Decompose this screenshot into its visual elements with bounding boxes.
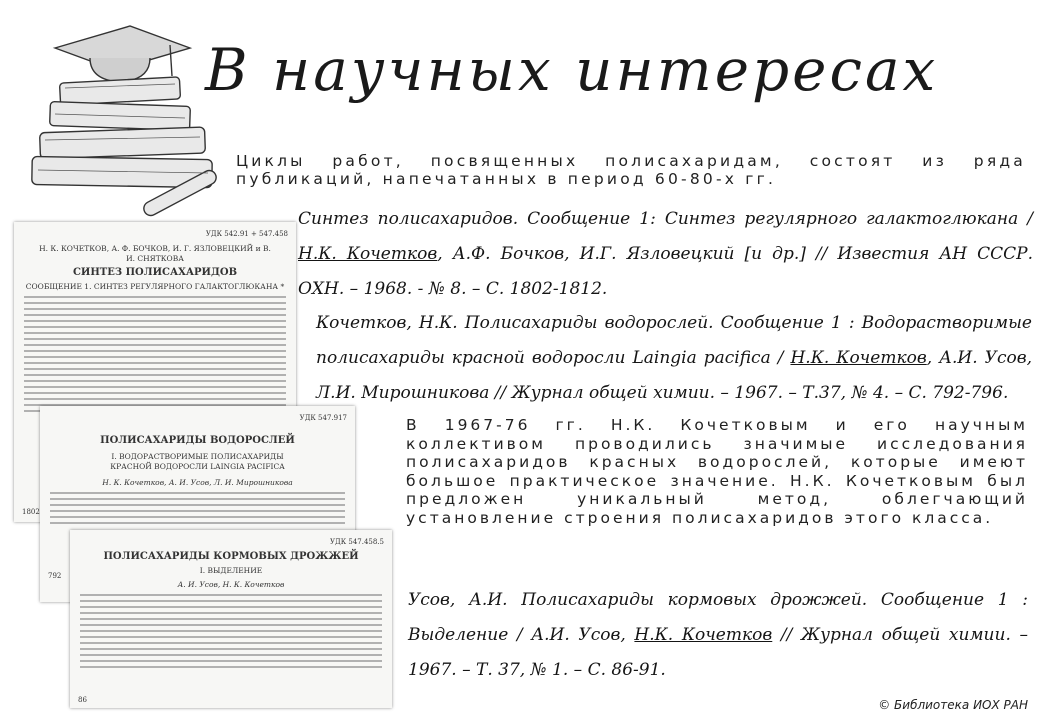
- scan-1-heading: СИНТЕЗ ПОЛИСАХАРИДОВ: [72, 267, 238, 278]
- scan-2-authors: Н. К. Кочетков, А. И. Усов, Л. И. Мирошникова: [102, 478, 293, 487]
- scan-3-subheading: I. ВЫДЕЛЕНИЕ: [199, 566, 263, 575]
- books-illustration: [20, 18, 230, 218]
- scan-2-udk: УДК 547.917: [299, 414, 347, 422]
- reference-3-text: Усов, А.И. Полисахариды кормовых дрожжей. Сообщение 1 : Выделение / А.И. Усов,: [408, 590, 1028, 645]
- copyright-credit: © Библиотека ИОХ РАН: [878, 698, 1028, 712]
- scan-1-subheading: СООБЩЕНИЕ 1. СИНТЕЗ РЕГУЛЯРНОГО ГАЛАКТОГЛЮКАНА *: [25, 282, 285, 291]
- scan-3-text-lines: [70, 594, 392, 668]
- scan-1-text-lines: [14, 296, 296, 412]
- reference-1-text: Синтез полисахаридов. Сообщение 1: Синтез регулярного галактоглюкана /: [298, 209, 1033, 229]
- reference-3-author: Н.К. Кочетков: [634, 625, 773, 645]
- scan-page-3: [70, 530, 392, 708]
- scan-2-subheading: I. ВОДОРАСТВОРИМЫЕ ПОЛИСАХАРИДЫ КРАСНОЙ ВОДОРОСЛИ LAINGIA PACIFICA: [110, 452, 285, 471]
- body-paragraph: В 1967-76 гг. Н.К. Кочетковым и его научным коллективом проводились значимые исследования полисахаридов красных водорослей, которые имеют большое практическое значение. Н.К. Кочетковым был предложен уникальный метод, облегчающий установление строения полисахаридов этого класса.: [406, 416, 1028, 527]
- reference-2: [316, 306, 1032, 411]
- reference-2-tail: , А.И. Усов, Л.И. Мирошникова // Журнал общей химии. – 1967. – Т.37, № 4. – С. 792-796.: [316, 348, 1033, 403]
- scan-3-authors: А. И. Усов, Н. К. Кочетков: [177, 580, 285, 589]
- intro-text: Циклы работ, посвященных полисахаридам, состоят из ряда публикаций, напечатанных в период 60-80-х гг.: [236, 152, 1026, 188]
- scan-2-heading: ПОЛИСАХАРИДЫ ВОДОРОСЛЕЙ: [100, 435, 295, 446]
- scan-1-udk: УДК 542.91 + 547.458: [205, 230, 288, 238]
- reference-1-author: Н.К. Кочетков: [298, 244, 438, 264]
- scan-3-heading: ПОЛИСАХАРИДЫ КОРМОВЫХ ДРОЖЖЕЙ: [103, 551, 359, 562]
- page-title: В научных интересах: [205, 36, 939, 104]
- reference-2-author: Н.К. Кочетков: [790, 348, 927, 368]
- scan-2-text-lines: [40, 492, 355, 524]
- reference-1: [298, 202, 1033, 307]
- scan-1-authors: Н. К. КОЧЕТКОВ, А. Ф. БОЧКОВ, И. Г. ЯЗЛОВЕЦКИЙ и В. И. СНЯТКОВА: [39, 244, 271, 263]
- reference-1-tail: , А.Ф. Бочков, И.Г. Язловецкий [и др.] // Известия АН СССР. ОХН. – 1968. - № 8. – С. 1802-1812.: [298, 244, 1034, 299]
- scan-1-page-number: 1802: [22, 508, 40, 516]
- scan-3-page-number: 86: [78, 696, 87, 704]
- reference-3-tail: // Журнал общей химии. – 1967. – Т. 37, № 1. – С. 86-91.: [408, 625, 1028, 680]
- reference-3: [408, 583, 1028, 688]
- scan-3-udk: УДК 547.458.5: [329, 538, 384, 546]
- scan-2-page-number: 792: [48, 572, 62, 580]
- reference-2-text: Кочетков, Н.К. Полисахариды водорослей. Сообщение 1 : Водорастворимые полисахариды красной водоросли Laingia pacifica /: [316, 313, 1032, 368]
